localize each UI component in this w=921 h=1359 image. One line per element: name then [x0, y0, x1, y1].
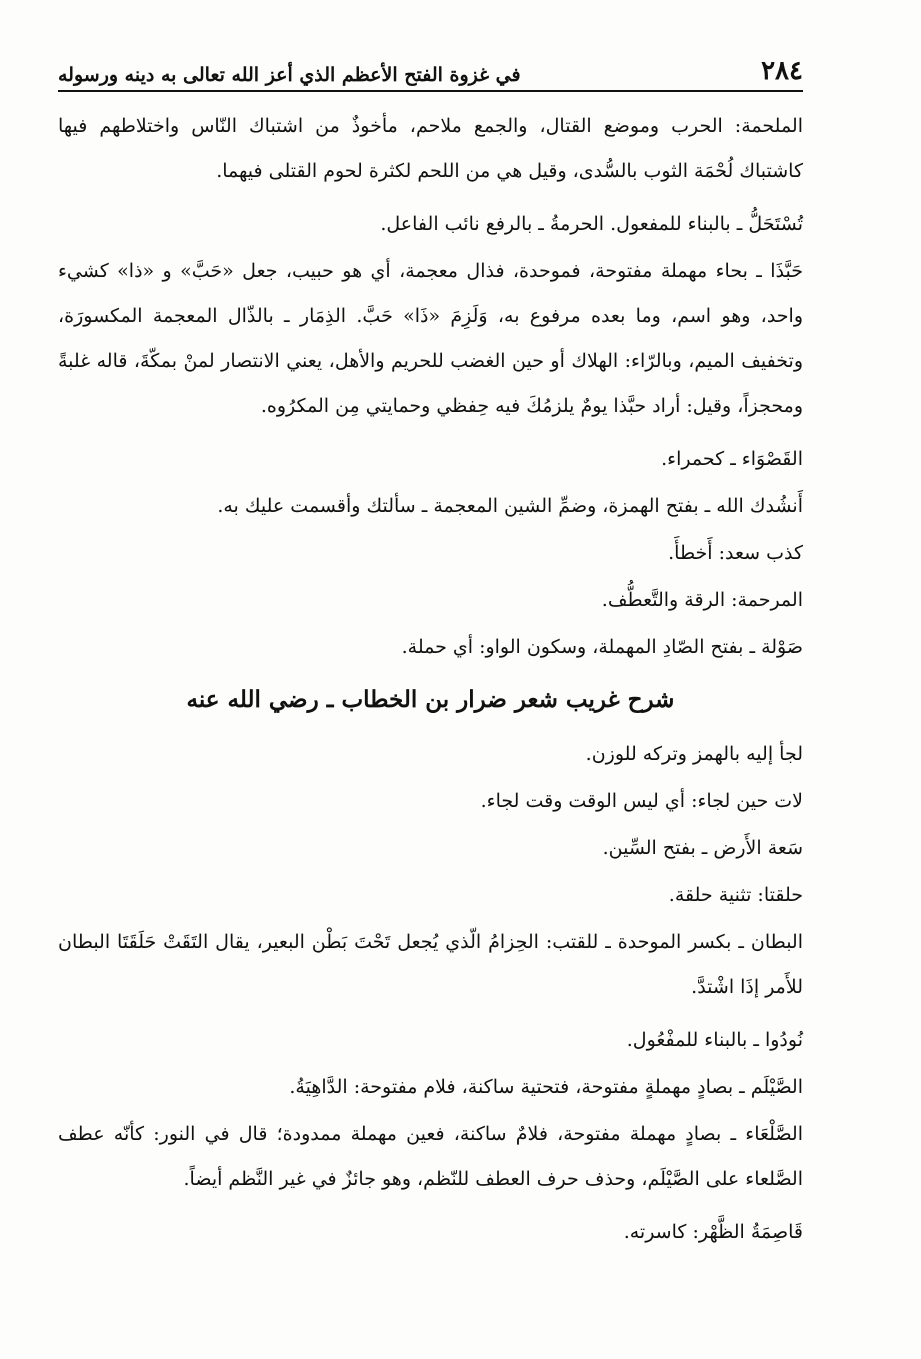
paragraph-sawla: صَوْلة ـ بفتح الصّادِ المهملة، وسكون الواو: أي حملة. [401, 636, 803, 658]
paragraph-malhama: الملحمة: الحرب وموضع القتال، والجمع ملاحم، مأخوذٌ من اشتباك النّاس واختلاطهم فيها كاشتباك لُحْمَة الثوب بالسُّدى، وقيل هي من اللحم لكثرة لحوم القتلى فيهما. [58, 115, 803, 182]
paragraph-anshuduk: أَنشُدك الله ـ بفتح الهمزة، وضمِّ الشين المعجمة ـ سألتك وأقسمت عليك به. [217, 495, 803, 517]
section-heading: شرح غريب شعر ضرار بن الخطاب ـ رضي الله عنه [186, 686, 675, 713]
running-title: في غزوة الفتح الأعظم الذي أعز الله تعالى به دينه ورسوله [58, 64, 521, 86]
page-header [58, 48, 803, 92]
page-body [58, 104, 803, 1257]
paragraph-qaswa: القَصْوَاء ـ كحمراء. [661, 448, 803, 470]
paragraph-saa: سَعة الأَرض ـ بفتح السِّين. [602, 837, 803, 859]
paragraph-qasima: قَاصِمَةُ الظَّهْر: كاسرته. [623, 1221, 803, 1243]
paragraph-tustahal: تُسْتَحَلُّ ـ بالبناء للمفعول. الحرمةُ ـ بالرفع نائب الفاعل. [380, 213, 803, 235]
paragraph-kadhaba: كذب سعد: أَخطأَ. [668, 542, 803, 564]
page-number: ٢٨٤ [761, 56, 803, 86]
paragraph-laja: لجأ إليه بالهمز وتركه للوزن. [585, 743, 803, 765]
paragraph-habbadha: حَبَّذَا ـ بحاء مهملة مفتوحة، فموحدة، فذال معجمة، أي هو حبيب، جعل «حَبَّ» و «ذا» كشيء واحد، وهو اسم، وما بعده مرفوع به، وَلَزِمَ «ذَا» حَبَّ. الذِمَار ـ بالذّال المعجمة المكسورَة، وتخفيف الميم، وبالرّاء: الهلاك أو حين الغضب للحريم والأهل، يعني الانتصار لمنْ بمكّةَ، قاله غلبةً ومحجزاً، وقيل: أراد حبَّذا يومٌ يلزمُكَ فيه حِفظي وحمايتي مِن المكرُوه. [58, 260, 803, 417]
paragraph-halaqata: حلقتا: تثنية حلقة. [668, 884, 803, 906]
paragraph-sal-a: الصَّلْعَاء ـ بصادٍ مهملة مفتوحة، فلامٌ ساكنة، فعين مهملة ممدودة؛ قال في النور: كأنّه عطف الصَّلعاء على الصَّيْلَم، وحذف حرف العطف للنّظم، وهو جائزٌ في غير النَّظم أيضاً. [58, 1123, 803, 1190]
paragraph-bitan: البطان ـ بكسر الموحدة ـ للقتب: الحِزامُ الّذي يُجعل تَحْتَ بَطْن البعير، يقال التَقَتْ حَلَقَتَا البطان للأَمر إذَا اشْتدَّ. [58, 931, 803, 998]
paragraph-marhama: المرحمة: الرقة والتَّعطُّف. [601, 589, 803, 611]
paragraph-saylam: الصَّيْلَم ـ بصادٍ مهملةٍ مفتوحة، فتحتية ساكنة، فلام مفتوحة: الدَّاهِيَةُ. [289, 1076, 803, 1098]
paragraph-lata: لات حين لجاء: أي ليس الوقت وقت لجاء. [480, 790, 803, 812]
paragraph-nudu: نُودُوا ـ بالبناء للمفْعُول. [626, 1029, 803, 1051]
